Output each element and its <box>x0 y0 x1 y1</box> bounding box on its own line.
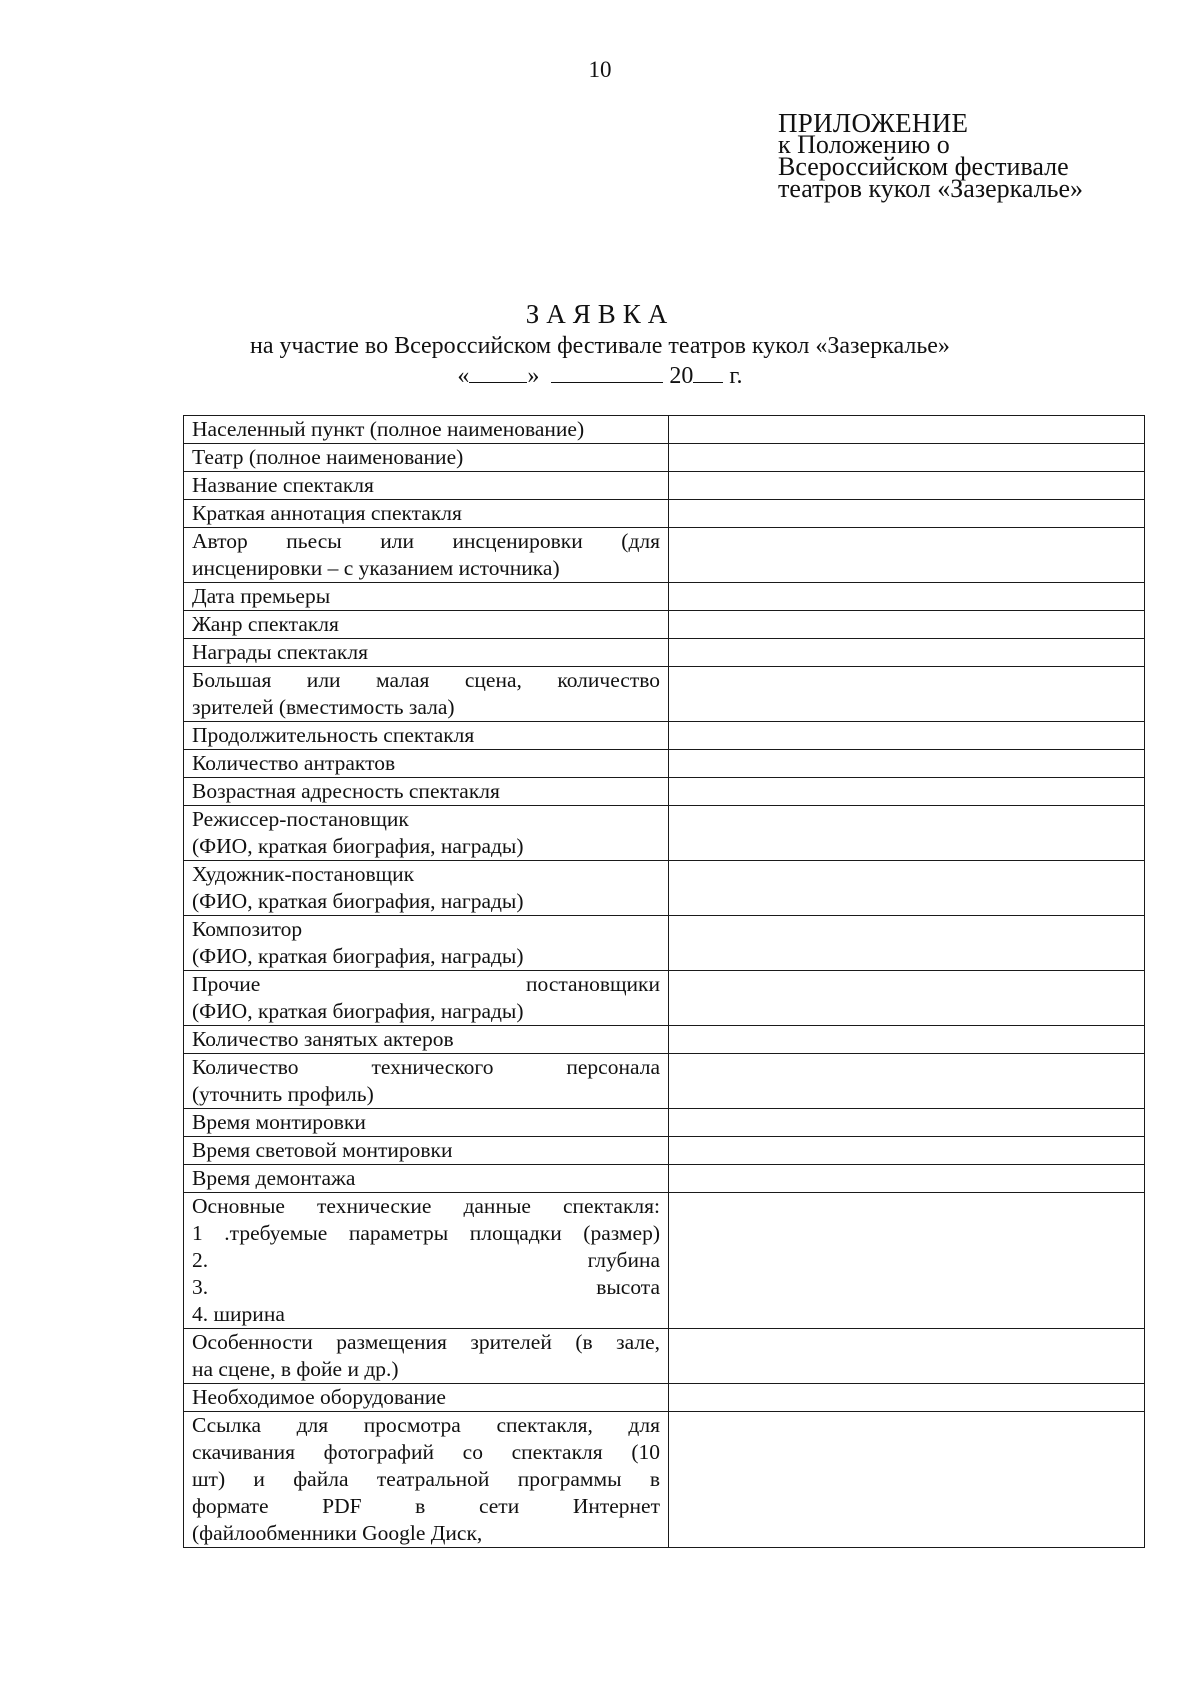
form-row <box>184 1193 1145 1329</box>
field-label <box>184 1026 669 1054</box>
field-value[interactable] <box>669 1109 1145 1137</box>
form-row <box>184 750 1145 778</box>
form-row <box>184 1026 1145 1054</box>
form-row <box>184 500 1145 528</box>
field-value[interactable] <box>669 861 1145 916</box>
field-value[interactable] <box>669 416 1145 444</box>
field-value[interactable] <box>669 611 1145 639</box>
field-label-line: Краткая аннотация спектакля <box>192 501 462 525</box>
application-subtitle: на участие во Всероссийском фестивале театров кукол «Зазеркалье» <box>250 333 950 359</box>
field-value[interactable] <box>669 1137 1145 1165</box>
form-row <box>184 1384 1145 1412</box>
field-label-line: Время световой монтировки <box>192 1138 453 1162</box>
year-suffix: г. <box>729 363 743 389</box>
field-value[interactable] <box>669 667 1145 722</box>
field-label-line: шт) и файла театральной программы в <box>192 1467 660 1491</box>
date-close-quote: » <box>527 363 540 389</box>
field-label <box>184 583 669 611</box>
form-row <box>184 1412 1145 1548</box>
field-value[interactable] <box>669 1329 1145 1384</box>
appendix-block <box>778 108 1084 203</box>
form-row <box>184 472 1145 500</box>
field-label-line: Количество занятых актеров <box>192 1027 454 1051</box>
field-label-line: Режиссер-постановщик <box>192 807 409 831</box>
field-label-line: Время монтировки <box>192 1110 366 1134</box>
field-label <box>184 1412 669 1548</box>
appendix-line: театров кукол «Зазеркалье» <box>778 174 1084 203</box>
field-value[interactable] <box>669 1384 1145 1412</box>
field-label-line: Количество технического персонала <box>192 1055 660 1079</box>
field-label-line: зрителей (вместимость зала) <box>192 695 455 719</box>
field-value[interactable] <box>669 916 1145 971</box>
form-row <box>184 667 1145 722</box>
field-label-line: Необходимое оборудование <box>192 1385 446 1409</box>
field-label <box>184 750 669 778</box>
field-label-line: (ФИО, краткая биография, награды) <box>192 834 524 858</box>
field-label <box>184 1109 669 1137</box>
field-label-line: (ФИО, краткая биография, награды) <box>192 999 524 1023</box>
form-row <box>184 1165 1145 1193</box>
field-label-line: 1 .требуемые параметры площадки (размер) <box>192 1221 660 1245</box>
month-blank <box>551 364 663 383</box>
field-label-line: Название спектакля <box>192 473 374 497</box>
field-value[interactable] <box>669 971 1145 1026</box>
form-row <box>184 806 1145 861</box>
field-label <box>184 722 669 750</box>
field-label-line: (ФИО, краткая биография, награды) <box>192 889 524 913</box>
field-label-line: формате PDF в сети Интернет <box>192 1494 660 1518</box>
application-form-table <box>183 415 1145 1548</box>
field-label-line: Композитор <box>192 917 303 941</box>
field-value[interactable] <box>669 500 1145 528</box>
field-value[interactable] <box>669 444 1145 472</box>
field-label-line: Время демонтажа <box>192 1166 356 1190</box>
field-label <box>184 611 669 639</box>
field-label <box>184 806 669 861</box>
date-open-quote: « <box>457 363 470 389</box>
field-label-line: Населенный пункт (полное наименование) <box>192 417 585 441</box>
field-label-line: 4. ширина <box>192 1302 285 1326</box>
application-title: ЗАЯВКА <box>525 299 675 329</box>
field-value[interactable] <box>669 806 1145 861</box>
field-label-line: скачивания фотографий со спектакля (10 <box>192 1440 660 1464</box>
field-value[interactable] <box>669 750 1145 778</box>
form-row <box>184 916 1145 971</box>
field-label <box>184 1329 669 1384</box>
field-label <box>184 639 669 667</box>
field-label-line: 2. глубина <box>192 1248 660 1272</box>
field-label-line: (файлообменники Google Диск, <box>192 1521 483 1545</box>
field-value[interactable] <box>669 722 1145 750</box>
field-label-line: Основные технические данные спектакля: <box>192 1194 660 1218</box>
field-label-line: (уточнить профиль) <box>192 1082 374 1106</box>
field-label <box>184 1137 669 1165</box>
form-row <box>184 778 1145 806</box>
application-date <box>0 363 1200 390</box>
form-row <box>184 639 1145 667</box>
field-value[interactable] <box>669 583 1145 611</box>
field-label-line: (ФИО, краткая биография, награды) <box>192 944 524 968</box>
field-label-line: Прочие постановщики <box>192 972 660 996</box>
field-label-line: Театр (полное наименование) <box>192 445 464 469</box>
field-label-line: Награды спектакля <box>192 640 368 664</box>
form-row <box>184 528 1145 583</box>
field-label-line: на сцене, в фойе и др.) <box>192 1357 399 1381</box>
page-number: 10 <box>588 57 612 82</box>
appendix-title: ПРИЛОЖЕНИЕ <box>778 108 969 138</box>
field-label <box>184 1165 669 1193</box>
field-label-line: 3. высота <box>192 1275 660 1299</box>
form-row <box>184 583 1145 611</box>
field-value[interactable] <box>669 1054 1145 1109</box>
field-label <box>184 971 669 1026</box>
field-label <box>184 416 669 444</box>
year-prefix: 20 <box>669 363 694 389</box>
field-value[interactable] <box>669 1412 1145 1548</box>
field-value[interactable] <box>669 639 1145 667</box>
form-row <box>184 416 1145 444</box>
form-row <box>184 861 1145 916</box>
field-label-line: Количество антрактов <box>192 751 396 775</box>
field-label <box>184 1193 669 1329</box>
appendix-line: Всероссийском фестивале <box>778 152 1069 181</box>
form-row <box>184 1054 1145 1109</box>
field-label-line: Большая или малая сцена, количество <box>192 668 660 692</box>
field-label-line: Автор пьесы или инсценировки (для <box>192 529 660 553</box>
field-label-line: Продолжительность спектакля <box>192 723 475 747</box>
year-blank <box>693 364 723 383</box>
form-row <box>184 611 1145 639</box>
field-label-line: Жанр спектакля <box>192 612 339 636</box>
form-row <box>184 971 1145 1026</box>
field-label <box>184 667 669 722</box>
field-label <box>184 916 669 971</box>
form-row <box>184 1137 1145 1165</box>
form-row <box>184 722 1145 750</box>
field-label <box>184 1384 669 1412</box>
field-value[interactable] <box>669 1193 1145 1329</box>
form-row <box>184 1109 1145 1137</box>
field-label-line: Ссылка для просмотра спектакля, для <box>192 1413 660 1437</box>
field-label-line: инсценировки – с указанием источника) <box>192 556 560 580</box>
field-label-line: Художник-постановщик <box>192 862 415 886</box>
field-label <box>184 500 669 528</box>
field-label <box>184 528 669 583</box>
field-label <box>184 444 669 472</box>
day-blank <box>469 364 527 383</box>
field-label <box>184 1054 669 1109</box>
field-value[interactable] <box>669 778 1145 806</box>
field-label <box>184 778 669 806</box>
appendix-line: к Положению о <box>778 130 950 159</box>
form-row <box>184 444 1145 472</box>
field-label-line: Особенности размещения зрителей (в зале, <box>192 1330 660 1354</box>
form-body <box>184 416 1145 1548</box>
form-row <box>184 1329 1145 1384</box>
field-label-line: Возрастная адресность спектакля <box>192 779 500 803</box>
field-value[interactable] <box>669 528 1145 583</box>
field-label-line: Дата премьеры <box>192 584 331 608</box>
field-value[interactable] <box>669 1026 1145 1054</box>
field-label <box>184 861 669 916</box>
field-value[interactable] <box>669 472 1145 500</box>
field-value[interactable] <box>669 1165 1145 1193</box>
field-label <box>184 472 669 500</box>
